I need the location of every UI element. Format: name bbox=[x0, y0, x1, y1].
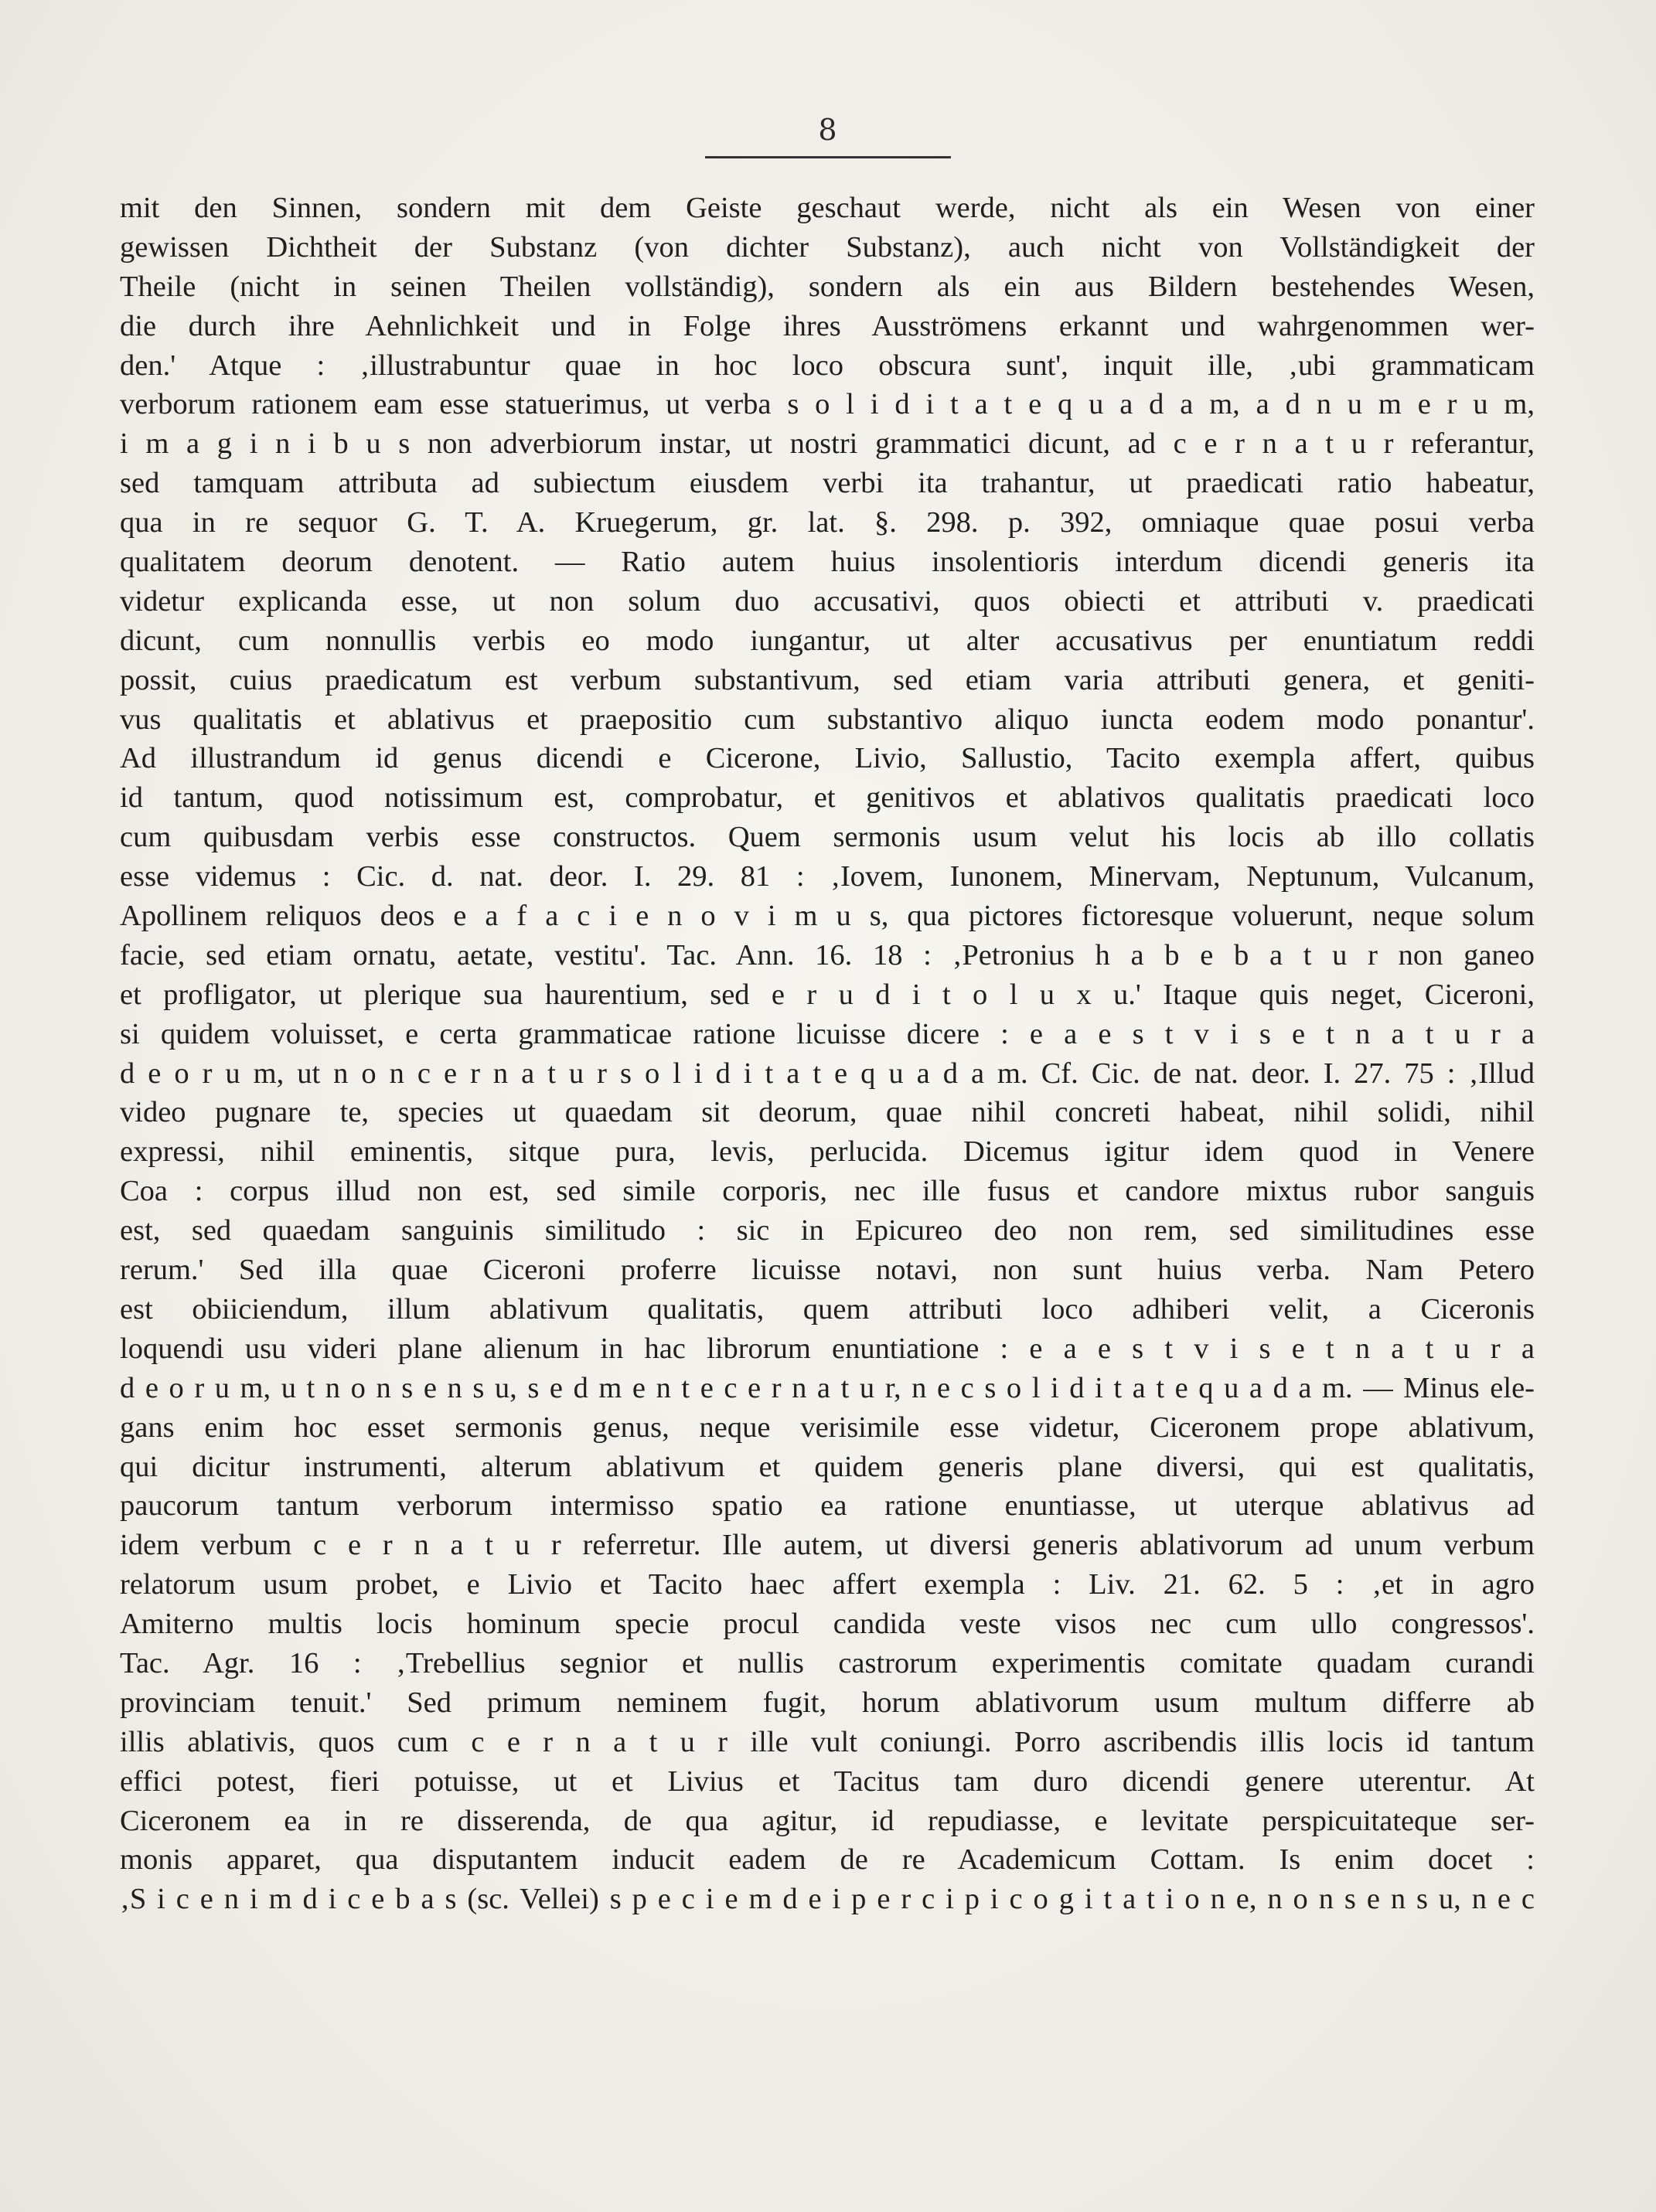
text-line: dicunt, cum nonnullis verbis eo modo iungantur, ut alter accusativus per enuntiatum reddi bbox=[120, 624, 1535, 657]
text-line: gewissen Dichtheit der Substanz (von dichter Substanz), auch nicht von Vollständigkeit der bbox=[120, 230, 1535, 264]
text-line: Tac. Agr. 16 : ‚Trebellius segnior et nullis castrorum experimentis comitate quadam curandi bbox=[120, 1646, 1535, 1679]
text-line: d e o r u m, ut n o n c e r n a t u r s o l i d i t a t e q u a d a m. Cf. Cic. de nat. deor. I. 27. 75 : ‚Illud bbox=[120, 1057, 1535, 1090]
text-line: paucorum tantum verborum intermisso spatio ea ratione enuntiasse, ut uterque ablativus ad bbox=[120, 1489, 1535, 1523]
text-line: est obiiciendum, illum ablativum qualitatis, quem attributi loco adhiberi velit, a Ciceronis bbox=[120, 1292, 1535, 1325]
page-number: 8 bbox=[818, 113, 838, 147]
text-line: Apollinem reliquos deos e a f a c i e n o v i m u s, qua pictores fictoresque voluerunt, neque solum bbox=[120, 900, 1535, 933]
text-line: qua in re sequor G. T. A. Kruegerum, gr. lat. §. 298. p. 392, omniaque quae posui verba bbox=[120, 506, 1535, 539]
text-line: d e o r u m, u t n o n s e n s u, s e d m e n t e c e r n a t u r, n e c s o l i d i t a t e q u a d a m. — Minus ele- bbox=[120, 1371, 1535, 1404]
text-line: effici potest, fieri potuisse, ut et Livius et Tacitus tam duro dicendi genere uterentur. At bbox=[120, 1764, 1535, 1798]
text-line: qualitatem deorum denotent. — Ratio autem huius insolentioris interdum dicendi generis ita bbox=[120, 546, 1535, 579]
text-line: esse videmus : Cic. d. nat. deor. I. 29. 81 : ‚Iovem, Iunonem, Minervam, Neptunum, Vulcanum, bbox=[120, 860, 1535, 893]
text-line: Theile (nicht in seinen Theilen vollständig), sondern als ein aus Bildern bestehendes Wesen, bbox=[120, 270, 1535, 303]
text-line: monis apparet, qua disputantem inducit eadem de re Academicum Cottam. Is enim docet : bbox=[120, 1843, 1535, 1877]
text-line: cum quibusdam verbis esse constructos. Quem sermonis usum velut his locis ab illo collatis bbox=[120, 821, 1535, 854]
text-line: rerum.' Sed illa quae Ciceroni proferre licuisse notavi, non sunt huius verba. Nam Petero bbox=[120, 1254, 1535, 1287]
text-line: die durch ihre Aehnlichkeit und in Folge ihres Ausströmens erkannt und wahrgenommen wer- bbox=[120, 309, 1535, 342]
text-line: den.' Atque : ‚illustrabuntur quae in hoc loco obscura sunt', inquit ille, ‚ubi grammaticam bbox=[120, 349, 1535, 382]
text-line: Ciceronem ea in re disserenda, de qua agitur, id repudiasse, e levitate perspicuitateque ser- bbox=[120, 1804, 1535, 1837]
page-number-rule bbox=[705, 156, 951, 158]
text-line: idem verbum c e r n a t u r referretur. Ille autem, ut diversi generis ablativorum ad unum verbum bbox=[120, 1529, 1535, 1562]
text-line: expressi, nihil eminentis, sitque pura, levis, perlucida. Dicemus igitur idem quod in Venere bbox=[120, 1135, 1535, 1169]
text-line: verborum rationem eam esse statuerimus, ut verba s o l i d i t a t e q u a d a m, a d n u m e r u m, bbox=[120, 388, 1535, 421]
text-line: si quidem voluisset, e certa grammaticae ratione licuisse dicere : e a e s t v i s e t n a t u r a bbox=[120, 1017, 1535, 1050]
text-line: illis ablativis, quos cum c e r n a t u r ille vult coniungi. Porro ascribendis illis locis id tantum bbox=[120, 1725, 1535, 1758]
text-line: relatorum usum probet, e Livio et Tacito haec affert exempla : Liv. 21. 62. 5 : ‚et in agro bbox=[120, 1568, 1535, 1601]
text-line: est, sed quaedam sanguinis similitudo : sic in Epicureo deo non rem, sed similitudines esse bbox=[120, 1214, 1535, 1247]
text-line: ‚S i c e n i m d i c e b a s (sc. Vellei) s p e c i e m d e i p e r c i p i c o g i t a t i o n e, n o n s e n s u, n e c bbox=[120, 1883, 1535, 1916]
text-line: video pugnare te, species ut quaedam sit deorum, quae nihil concreti habeat, nihil solidi, nihil bbox=[120, 1096, 1535, 1129]
text-line: videtur explicanda esse, ut non solum duo accusativi, quos obiecti et attributi v. praedicati bbox=[120, 584, 1535, 618]
text-line: sed tamquam attributa ad subiectum eiusdem verbi ita trahantur, ut praedicati ratio habeatur, bbox=[120, 467, 1535, 500]
text-line: qui dicitur instrumenti, alterum ablativum et quidem generis plane diversi, qui est qualitatis, bbox=[120, 1450, 1535, 1483]
text-line: Coa : corpus illud non est, sed simile corporis, nec ille fusus et candore mixtus rubor sanguis bbox=[120, 1175, 1535, 1208]
text-line: vus qualitatis et ablativus et praepositio cum substantivo aliquo iuncta eodem modo ponantur'. bbox=[120, 703, 1535, 736]
text-line: Amiterno multis locis hominum specie procul candida veste visos nec cum ullo congressos'. bbox=[120, 1608, 1535, 1641]
text-line: i m a g i n i b u s non adverbiorum instar, ut nostri grammatici dicunt, ad c e r n a t u r referantur, bbox=[120, 427, 1535, 461]
text-line: facie, sed etiam ornatu, aetate, vestitu'. Tac. Ann. 16. 18 : ‚Petronius h a b e b a t u r non ganeo bbox=[120, 938, 1535, 972]
text-line: gans enim hoc esset sermonis genus, neque verisimile esse videtur, Ciceronem prope ablativum, bbox=[120, 1411, 1535, 1444]
body-text bbox=[120, 189, 1535, 1919]
text-line: et profligator, ut plerique sua haurentium, sed e r u d i t o l u x u.' Itaque quis neget, Ciceroni, bbox=[120, 978, 1535, 1011]
text-line: possit, cuius praedicatum est verbum substantivum, sed etiam varia attributi genera, et geniti- bbox=[120, 663, 1535, 696]
text-line: Ad illustrandum id genus dicendi e Cicerone, Livio, Sallustio, Tacito exempla affert, quibus bbox=[120, 742, 1535, 775]
text-line: loquendi usu videri plane alienum in hac librorum enuntiatione : e a e s t v i s e t n a t u r a bbox=[120, 1332, 1535, 1365]
text-line: id tantum, quod notissimum est, comprobatur, et genitivos et ablativos qualitatis praedicati loco bbox=[120, 781, 1535, 815]
text-line: provinciam tenuit.' Sed primum neminem fugit, horum ablativorum usum multum differre ab bbox=[120, 1686, 1535, 1719]
text-line: mit den Sinnen, sondern mit dem Geiste geschaut werde, nicht als ein Wesen von einer bbox=[120, 192, 1535, 224]
